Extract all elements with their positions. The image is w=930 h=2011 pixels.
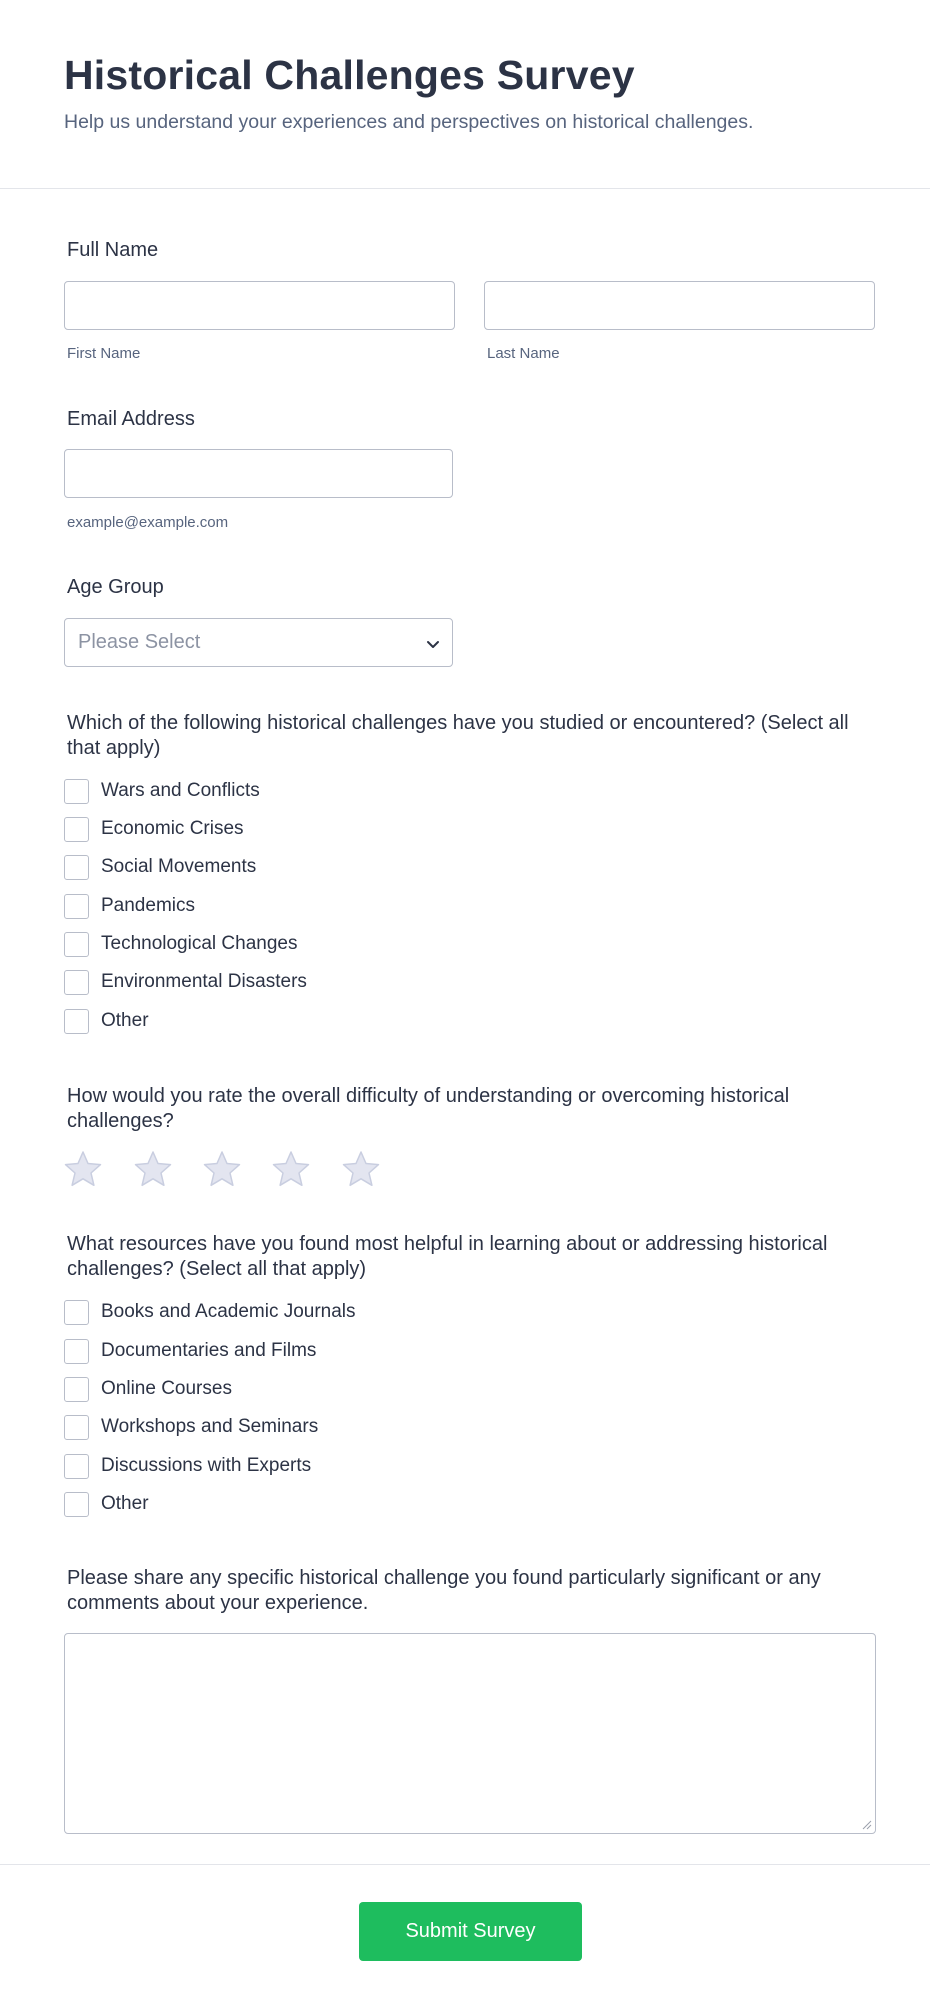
resource-option-label: Discussions with Experts	[101, 1455, 312, 1476]
resource-option-label: Online Courses	[101, 1378, 232, 1399]
last-name-input[interactable]	[484, 281, 875, 330]
submit-survey-button[interactable]: Submit Survey	[359, 1902, 582, 1961]
star-icon[interactable]	[133, 1149, 173, 1189]
resource-option-label: Other	[101, 1493, 149, 1514]
rating-question: How would you rate the overall difficulty of understanding or overcoming historical challenges?	[67, 1085, 790, 1132]
checkbox[interactable]	[64, 855, 89, 880]
first-name-input[interactable]	[64, 281, 455, 330]
age-group-label: Age Group	[67, 576, 164, 598]
resource-option-label: Documentaries and Films	[101, 1340, 317, 1361]
comments-textarea[interactable]	[64, 1633, 876, 1834]
checkbox[interactable]	[64, 1377, 89, 1402]
challenge-option-label: Environmental Disasters	[101, 971, 307, 992]
email-sublabel: example@example.com	[67, 514, 229, 531]
checkbox[interactable]	[64, 779, 89, 804]
checkbox[interactable]	[64, 1415, 89, 1440]
star-icon[interactable]	[271, 1149, 311, 1189]
checkbox[interactable]	[64, 1339, 89, 1364]
checkbox[interactable]	[64, 1300, 89, 1325]
resource-option-label: Books and Academic Journals	[101, 1301, 356, 1322]
challenge-option-label: Pandemics	[101, 895, 195, 916]
form-header	[0, 0, 930, 189]
checkbox[interactable]	[64, 1492, 89, 1517]
footer-divider	[0, 1864, 930, 1865]
chevron-down-icon	[424, 635, 442, 653]
form-title: Historical Challenges Survey	[64, 52, 635, 98]
star-icon[interactable]	[341, 1149, 381, 1189]
challenge-option-label: Economic Crises	[101, 818, 244, 839]
star-icon[interactable]	[63, 1149, 103, 1189]
email-label: Email Address	[67, 408, 195, 430]
last-name-sublabel: Last Name	[487, 345, 560, 362]
email-field[interactable]	[64, 449, 453, 498]
checkbox[interactable]	[64, 1454, 89, 1479]
challenges-question: Which of the following historical challenges have you studied or encountered? (Select all that apply)	[67, 712, 849, 759]
star-icon[interactable]	[202, 1149, 242, 1189]
challenge-option-label: Wars and Conflicts	[101, 780, 260, 801]
resource-option-label: Workshops and Seminars	[101, 1416, 319, 1437]
resize-handle-icon[interactable]	[860, 1818, 872, 1830]
first-name-sublabel: First Name	[67, 345, 141, 362]
comments-question: Please share any specific historical challenge you found particularly significant or any comments about your experience.	[67, 1567, 821, 1614]
challenge-option-label: Other	[101, 1010, 149, 1031]
checkbox[interactable]	[64, 932, 89, 957]
checkbox[interactable]	[64, 817, 89, 842]
age-group-selected-value: Please Select	[78, 631, 201, 653]
checkbox[interactable]	[64, 970, 89, 995]
checkbox[interactable]	[64, 1009, 89, 1034]
full-name-label: Full Name	[67, 239, 159, 261]
checkbox[interactable]	[64, 894, 89, 919]
resources-question: What resources have you found most helpful in learning about or addressing historical challenges? (Select all that apply)	[67, 1233, 828, 1280]
form-subtitle: Help us understand your experiences and perspectives on historical challenges.	[64, 111, 754, 133]
challenge-option-label: Social Movements	[101, 856, 257, 877]
challenge-option-label: Technological Changes	[101, 933, 298, 954]
age-group-select[interactable]	[64, 618, 453, 667]
